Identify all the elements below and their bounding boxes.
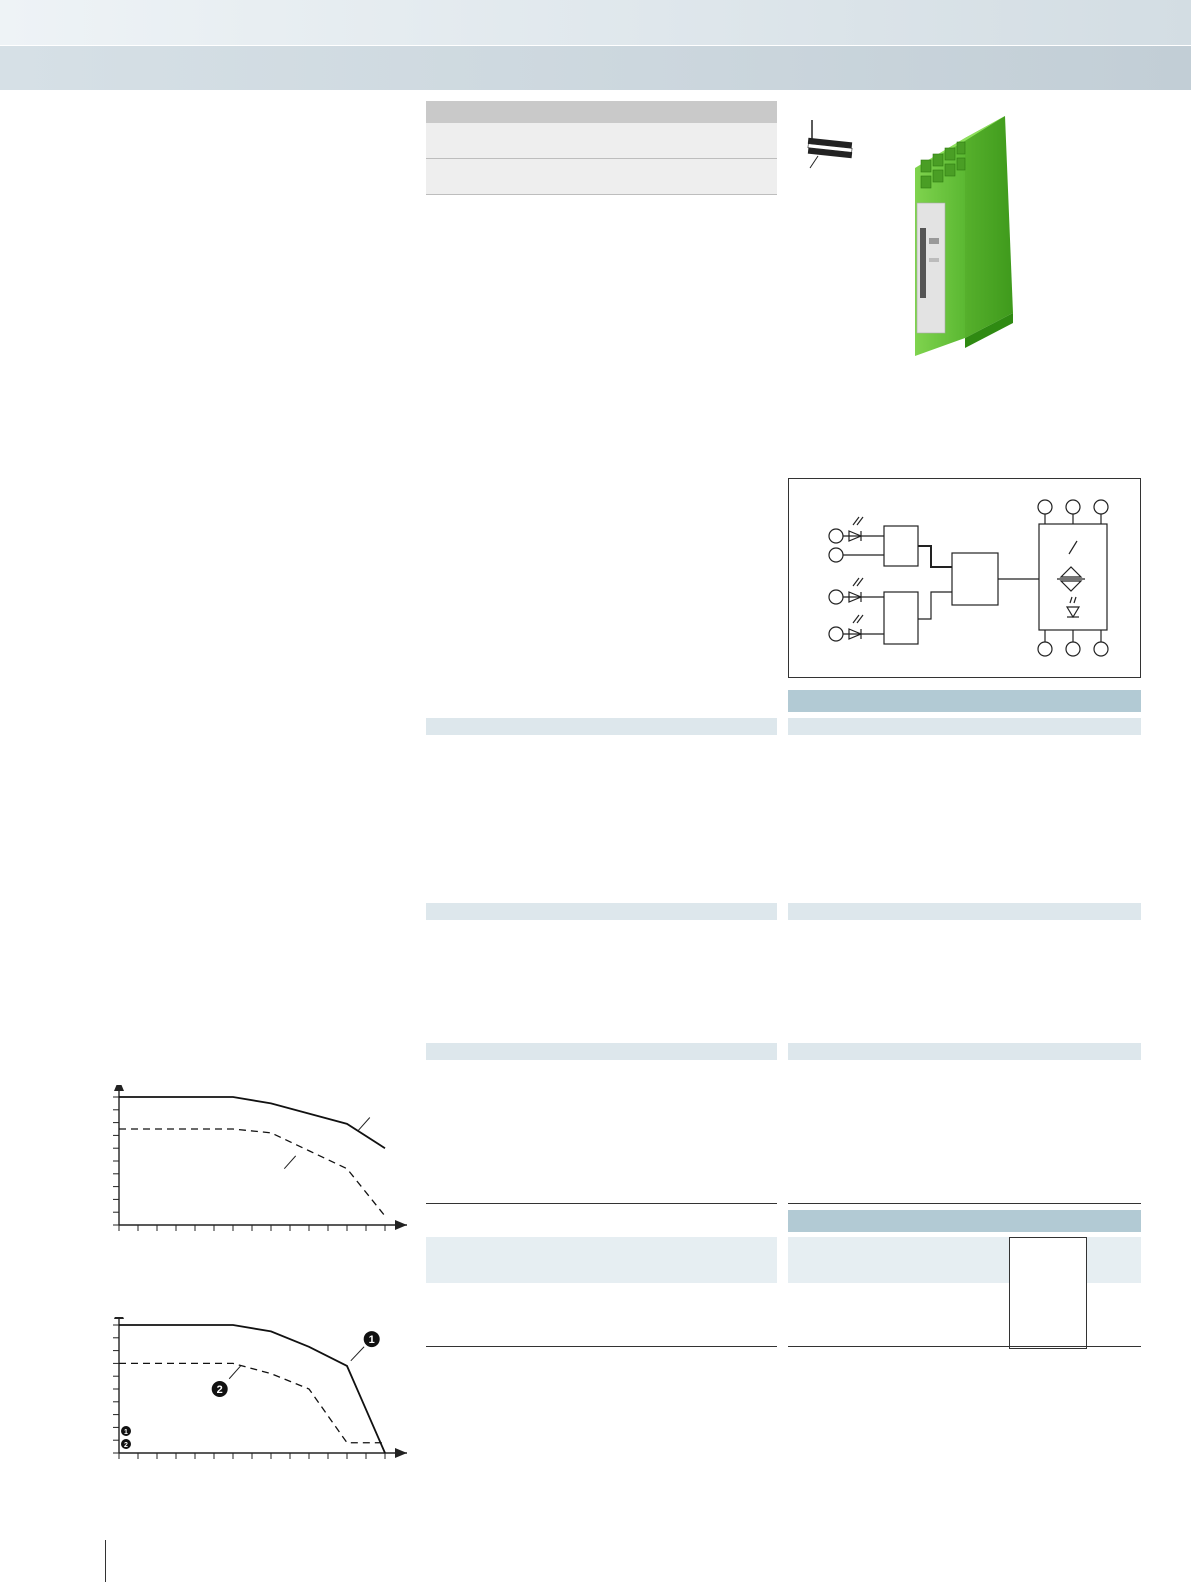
page-header-band-bottom [0, 46, 1191, 90]
table-bottom-rule [788, 1346, 1141, 1347]
section-header-band [788, 690, 1141, 712]
table-header-band [788, 1210, 1141, 1232]
series-leader-line [351, 1347, 364, 1361]
table-highlight-cell [1009, 1237, 1087, 1349]
series-line-2 [119, 1129, 385, 1216]
page-header-band-top [0, 0, 1191, 46]
y-axis-arrow [114, 1317, 124, 1319]
y-axis-arrow [114, 1085, 124, 1091]
table-row-shaded [788, 1237, 1141, 1283]
section-band [788, 718, 1141, 735]
page-margin-rule [105, 1540, 106, 1582]
svg-text:1: 1 [124, 1429, 128, 1436]
legend-marker-1 [121, 1426, 131, 1436]
terminal-circle [829, 590, 843, 604]
x-axis-arrow [395, 1448, 407, 1458]
section-band [426, 718, 777, 735]
derating-chart-1 [95, 1085, 415, 1250]
section-band [426, 1043, 777, 1060]
terminal-circle [829, 529, 843, 543]
series-leader-line [358, 1117, 369, 1130]
derating-chart-2 [95, 1317, 415, 1477]
series-line-1 [119, 1325, 385, 1453]
x-axis-arrow [395, 1220, 407, 1230]
din-rail-icon [800, 118, 860, 173]
ordering-table-row [426, 159, 777, 195]
svg-text:2: 2 [124, 1442, 128, 1449]
terminal-circle [829, 548, 843, 562]
series-line-2 [119, 1363, 385, 1442]
series-leader-line [284, 1156, 295, 1169]
block-diagram-drawing [789, 479, 1140, 677]
series-leader-line [229, 1366, 240, 1379]
block-diagram [788, 478, 1141, 678]
section-band [788, 1043, 1141, 1060]
table-row-shaded [426, 1237, 777, 1283]
series-marker-2 [212, 1381, 228, 1397]
table-top-rule [788, 1203, 1141, 1204]
table-top-rule [426, 1203, 777, 1204]
ordering-table-row [426, 123, 777, 159]
svg-text:1: 1 [368, 1334, 375, 1347]
series-marker-1 [364, 1331, 380, 1347]
series-line-1 [119, 1097, 385, 1148]
section-band [426, 903, 777, 920]
ordering-table-header [426, 101, 777, 123]
svg-text:2: 2 [216, 1384, 223, 1396]
interface-module-photo [905, 108, 1020, 358]
terminal-circle [829, 627, 843, 641]
section-band [788, 903, 1141, 920]
legend-marker-2 [121, 1439, 131, 1449]
table-bottom-rule [426, 1346, 777, 1347]
